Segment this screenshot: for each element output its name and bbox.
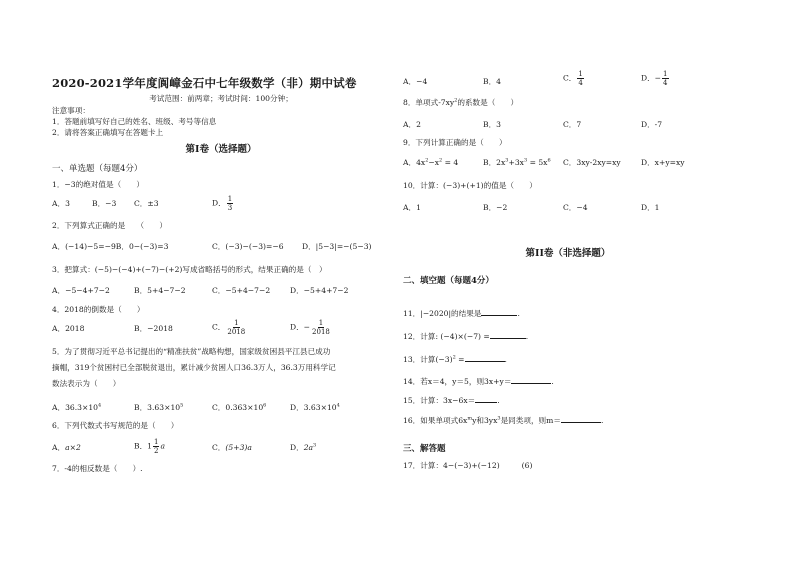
q2-option-ab: A．(−14)−5=−9B．0−(−3)=3 [52,242,169,251]
q3-stem: 3．把算式：(−5)−(−4)+(−7)−(+2)写成省略括号的形式，结果正确的是（ ） [52,265,327,274]
q2-option-c: C．(−3)−(−3)=−6 [212,242,284,251]
q5-line-3: 数法表示为（ ） [52,379,121,388]
fraction: $\frac{1}{3}$ [227,195,233,212]
q5-line-1: 5．为了贯彻习近平总书记提出的“精准扶贫”战略构想，国家级贫困县平江县已成功 [52,347,331,356]
q3-option-b: B．5+4−7−2 [134,286,186,295]
q8-option-d: D．-7 [641,120,663,129]
q8-stem: 8．单项式$-7xy^2$的系数是（ ） [403,97,519,107]
q15-stem: 15．计算：3x−6x＝ . [403,396,500,405]
exam-scope: 考试范围：前两章；考试时间：100分钟； [149,94,293,103]
q11-stem: 11．|−2020|的结果是 . [403,309,520,318]
q7-stem: 7．-4的相反数是（ ）. [52,464,143,473]
answer-blank[interactable] [511,375,551,384]
q2-stem: 2．下列算式正确的是 （ ） [52,221,167,230]
q12-stem: 12．计算: (−4)×(−7) = . [403,332,529,341]
q1-option-a: A．3 [52,199,70,208]
q1-option-d: D． $\frac{1}{3}$ [212,195,233,212]
q10-option-a: A．1 [403,203,421,212]
part1-section: 一、单选题（每题4分） [52,164,143,174]
q16-stem: 16．如果单项式$6x^my$和$3yx^3$是同类项，则m＝ . [403,415,604,425]
notice-1: 1．答题前填写好自己的姓名、班级、考号等信息 [52,117,217,126]
q5-option-c: C．$0.363\times 10^6$ [212,402,267,412]
q4-stem: 4．2018的倒数是（ ） [52,305,145,314]
q6-stem: 6．下列代数式书写规范的是（ ） [52,421,179,430]
q10-option-b: B．−2 [483,203,508,212]
q7-option-d: D．− $\frac{1}{4}$ [641,70,668,87]
q14-stem: 14．若x＝4，y＝5，则3x+y＝ . [403,377,554,386]
answer-blank[interactable] [490,330,526,339]
fraction: $\frac{1}{4}$ [663,70,668,87]
q9-option-c: C．3xy-2xy=xy [563,158,621,167]
answer-blank[interactable] [561,414,601,423]
answer-blank[interactable] [481,307,517,316]
q5-line-2: 摘帽，319个贫困村已全部脱贫退出，累计减少贫困人口36.3万人，36.3万用科学记 [52,363,336,372]
left-column [52,0,390,561]
q3-option-c: C．−5+4−7−2 [212,286,271,295]
notice-title: 注意事项： [52,106,90,115]
q9-stem: 9．下列计算正确的是（ ） [403,138,507,147]
fraction: $\frac{1}{4}$ [578,70,583,87]
q1-option-b: B．−3 [92,199,117,208]
q8-option-b: B．3 [483,120,502,129]
q4-option-d: D．− $\frac{1}{2018}$ [290,319,330,336]
fraction: $\frac{1}{2018}$ [227,319,246,336]
fraction: $\frac{1}{2}$ [154,438,159,455]
q4-option-c: C． $\frac{1}{2018}$ [212,319,246,336]
fill-section: 二、填空题（每题4分） [403,276,494,286]
q8-option-a: A．2 [403,120,421,129]
q7-option-c: C． $\frac{1}{4}$ [563,70,583,87]
q7-option-a: A．−4 [403,77,428,86]
q3-option-a: A．−5−4+7−2 [52,286,110,295]
solve-section: 三、解答题 [403,444,446,454]
q5-option-d: D．$3.63\times 10^4$ [290,402,340,412]
q7-option-b: B．4 [483,77,502,86]
q4-option-b: B．−2018 [134,324,173,333]
q3-option-d: D．−5+4+7−2 [290,286,349,295]
exam-title: 2020-2021学年度阆嶂金石中七年级数学（非）期中试卷 [52,76,357,90]
q5-option-b: B．$3.63\times 10^5$ [134,402,184,412]
q1-stem: 1．−3的绝对值是（ ） [52,180,144,189]
q13-stem: 13．计算$(-3)^2$ = . [403,354,507,364]
q6-option-a: A．a×2 [52,443,81,452]
q6-option-b: B．1 $\frac{1}{2}$ a [134,438,166,455]
q6-option-c: C．(5+3)a [212,443,252,452]
q17-stem: 17．计算：4−(−3)+(−12) (6) [403,461,533,470]
q9-option-b: B．$2x^3+3x^3 = 5x^6$ [483,157,551,167]
q5-option-a: A．$36.3\times 10^4$ [52,402,102,412]
answer-blank[interactable] [465,353,505,362]
part1-heading: 第I卷（选择题） [185,144,257,155]
q4-option-a: A．2018 [52,324,85,333]
q10-option-d: D．1 [641,203,660,212]
q9-option-a: A．$4x^2-x^2 = 4$ [403,157,459,167]
answer-blank[interactable] [475,394,497,403]
q10-option-c: C．−4 [563,203,588,212]
q1-option-c: C．±3 [134,199,159,208]
q9-option-d: D．x+y=xy [641,158,685,167]
fraction: $\frac{1}{2018}$ [312,319,330,336]
q8-option-c: C．7 [563,120,582,129]
q10-stem: 10．计算：(−3)+(+1)的值是（ ） [403,181,537,190]
q6-option-d: D．$2a^3$ [290,442,317,452]
part2-heading: 第II卷（非选择题） [525,248,611,259]
right-column [403,0,733,561]
notice-2: 2．请将答案正确填写在答题卡上 [52,128,164,137]
q2-option-d: D．|5−3|=−(5−3) [302,242,372,251]
